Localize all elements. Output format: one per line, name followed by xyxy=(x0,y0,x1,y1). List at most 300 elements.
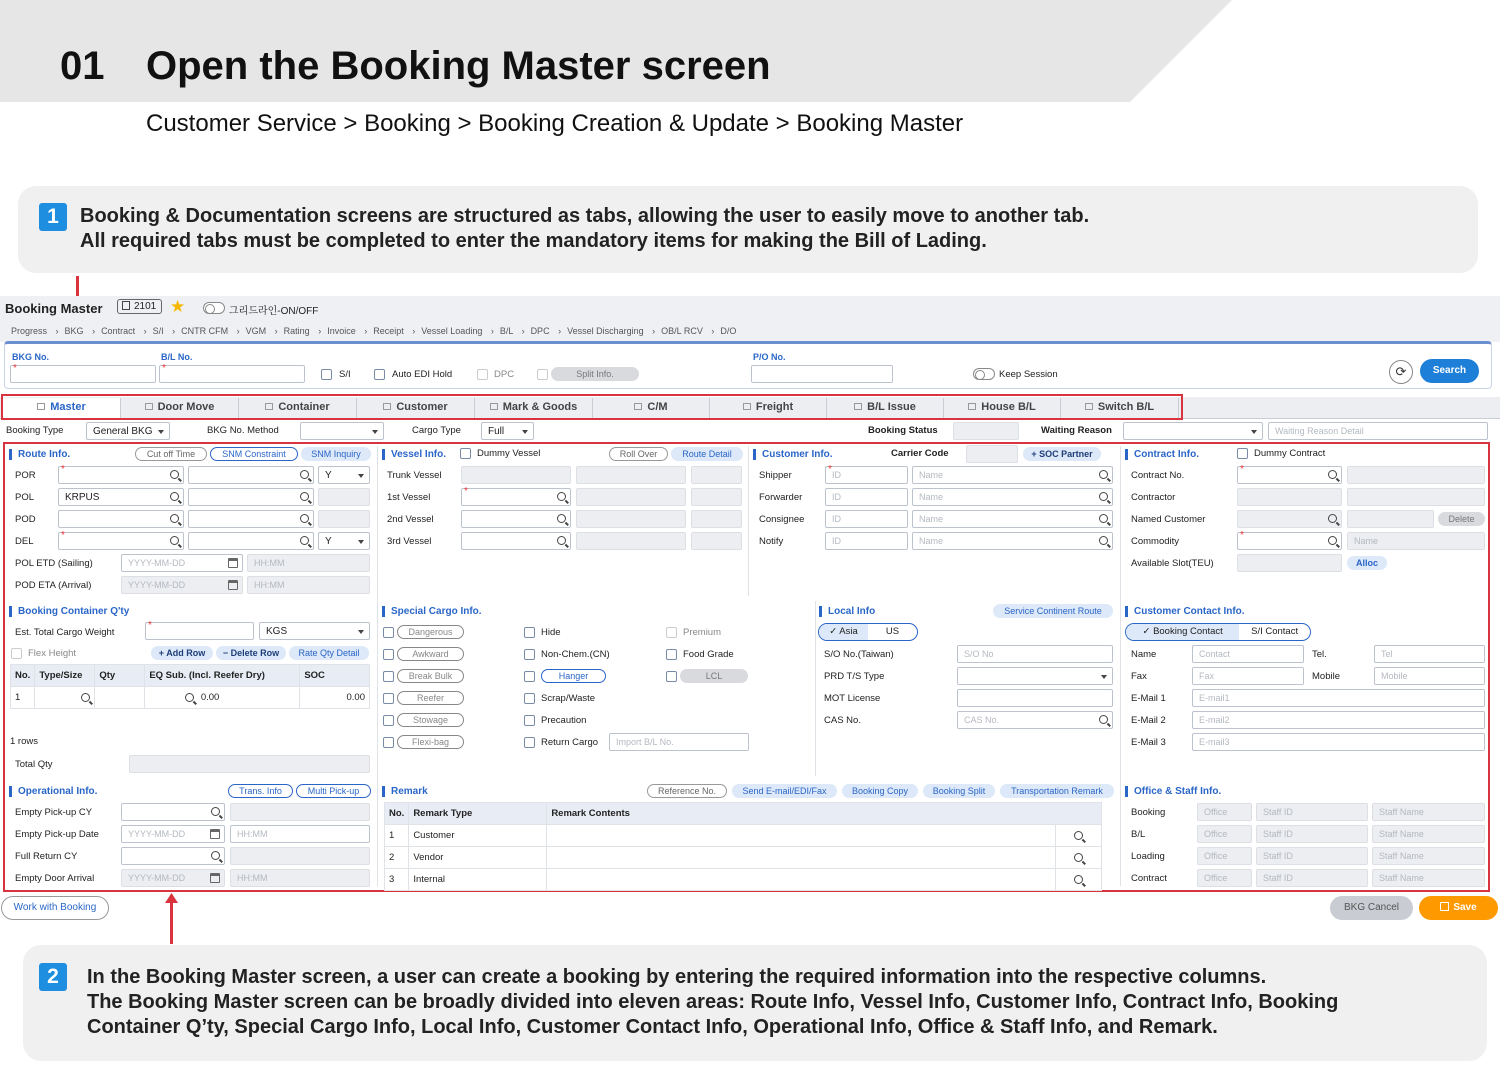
dummy-vessel-label: Dummy Vessel xyxy=(477,448,541,459)
trunk-vessel-extra xyxy=(691,466,742,484)
multi-pickup-button[interactable]: Multi Pick-up xyxy=(296,784,371,798)
pol-extra xyxy=(318,488,370,506)
asia-option[interactable]: ✓ Asia xyxy=(819,624,868,640)
remark-type: Customer xyxy=(409,825,547,847)
so-no-input[interactable]: S/O No xyxy=(957,645,1113,663)
pol-etd-date[interactable]: YYYY-MM-DD xyxy=(121,554,243,572)
reefer-button[interactable]: Reefer xyxy=(397,691,464,705)
food-grade-label: Food Grade xyxy=(683,649,734,660)
stowage-checkbox[interactable] xyxy=(383,715,394,726)
remark-type: Internal xyxy=(409,869,547,891)
search-icon xyxy=(170,536,179,545)
count-badge xyxy=(117,299,162,314)
dpc-checkbox[interactable] xyxy=(477,369,488,380)
search-icon xyxy=(170,470,179,479)
search-icon xyxy=(81,693,90,702)
notify-name-input[interactable]: Name xyxy=(912,532,1113,550)
pol-label: POL xyxy=(15,492,35,503)
bkg-no-label: BKG No. xyxy=(12,352,49,362)
search-icon xyxy=(557,536,566,545)
del-yard-select[interactable]: Y xyxy=(318,532,370,550)
por-node-input[interactable] xyxy=(188,466,314,484)
tabs-highlight xyxy=(1,394,1183,420)
office-booking-office[interactable]: Office xyxy=(1197,803,1252,821)
hanger-checkbox[interactable] xyxy=(524,671,535,682)
contractor-id xyxy=(1237,488,1342,506)
third-vessel-label: 3rd Vessel xyxy=(387,536,432,547)
row-count: 1 rows xyxy=(10,736,38,747)
office-booking-staffname[interactable]: Staff Name xyxy=(1372,803,1485,821)
hanger-button[interactable]: Hanger xyxy=(541,669,606,683)
search-icon xyxy=(1099,514,1108,523)
booking-type-select[interactable]: General BKG xyxy=(86,422,170,440)
search-icon xyxy=(185,693,194,702)
return-cargo-checkbox[interactable] xyxy=(524,737,535,748)
chevron-down-icon xyxy=(358,540,364,544)
dangerous-button[interactable]: Dangerous xyxy=(397,625,464,639)
eq-sub-cell[interactable]: 0.00 xyxy=(145,687,300,709)
lcl-checkbox[interactable] xyxy=(666,671,677,682)
pod-eta-date[interactable]: YYYY-MM-DD xyxy=(121,576,243,594)
si-checkbox[interactable] xyxy=(321,369,332,380)
progress-step[interactable]: DPC xyxy=(530,326,550,336)
named-customer-label: Named Customer xyxy=(1131,514,1206,525)
progress-step[interactable]: BKG xyxy=(64,326,84,336)
first-vessel-name xyxy=(576,488,686,506)
alloc-button[interactable]: Alloc xyxy=(1347,556,1387,570)
bkg-method-label: BKG No. Method xyxy=(207,425,279,436)
progress-step[interactable]: VGM xyxy=(245,326,267,336)
progress-step[interactable]: CNTR CFM xyxy=(181,326,229,336)
vessel-info-title: Vessel Info. xyxy=(382,449,446,460)
progress-step[interactable]: Vessel Loading xyxy=(421,326,483,336)
progress-step[interactable]: Contract xyxy=(101,326,136,336)
pod-label: POD xyxy=(15,514,36,525)
return-cy-input[interactable] xyxy=(121,847,225,865)
food-grade-checkbox[interactable] xyxy=(666,649,677,660)
so-no-label: S/O No.(Taiwan) xyxy=(824,649,894,660)
progress-bar: Progress › BKG › Contract › S/I › CNTR CFM › VGM › Rating › Invoice › Receipt › Vessel Loading › B/L › DPC › Vessel Discharging › OB/L RCV › D/O xyxy=(11,326,737,336)
precaution-checkbox[interactable] xyxy=(524,715,535,726)
office-loading-staffname[interactable]: Staff Name xyxy=(1372,847,1485,865)
contract-no-input[interactable]: * xyxy=(1237,466,1342,484)
consignee-name-input[interactable]: Name xyxy=(912,510,1113,528)
por-yard-select[interactable]: Y xyxy=(318,466,370,484)
chevron-down-icon xyxy=(372,430,378,434)
carrier-code-input xyxy=(966,445,1018,463)
col-eq-sub: EQ Sub. (Incl. Reefer Dry) xyxy=(145,665,300,687)
waiting-reason-select[interactable] xyxy=(1123,422,1263,440)
roll-over-button[interactable]: Roll Over xyxy=(609,447,668,461)
contract-no-extra xyxy=(1347,466,1485,484)
booking-container-title: Booking Container Q'ty xyxy=(9,606,129,617)
calendar-icon xyxy=(210,873,220,883)
email3-input[interactable]: E-mail3 xyxy=(1192,733,1485,751)
search-icon xyxy=(211,807,220,816)
email1-label: E-Mail 1 xyxy=(1131,693,1166,704)
tel-input[interactable]: Tel xyxy=(1374,645,1485,663)
row-no: 1 xyxy=(11,687,35,709)
email3-label: E-Mail 3 xyxy=(1131,737,1166,748)
del-node-input[interactable] xyxy=(188,532,314,550)
forwarder-name-input[interactable]: Name xyxy=(912,488,1113,506)
chevron-down-icon xyxy=(1101,675,1107,679)
contact-name-input[interactable]: Contact xyxy=(1192,645,1304,663)
remark-contents[interactable] xyxy=(547,825,1056,847)
progress-step[interactable]: Invoice xyxy=(327,326,356,336)
chevron-down-icon xyxy=(358,474,364,478)
callout-1-line2: All required tabs must be completed to enter the mandatory items for making the Bill of Lading. xyxy=(80,230,987,252)
snm-constraint-button[interactable]: SNM Constraint xyxy=(210,447,298,461)
shipper-name-input[interactable]: Name xyxy=(912,466,1113,484)
pickup-cy-extra xyxy=(230,803,370,821)
mobile-label: Mobile xyxy=(1312,671,1340,682)
office-contract-staffname[interactable]: Staff Name xyxy=(1372,869,1485,887)
weight-unit-select[interactable]: KGS xyxy=(259,622,370,640)
table-row[interactable] xyxy=(11,687,370,709)
progress-step[interactable]: B/L xyxy=(499,326,514,336)
forwarder-id-input[interactable]: ID xyxy=(825,488,908,506)
chevron-down-icon xyxy=(158,430,164,434)
bkg-method-select[interactable] xyxy=(300,422,384,440)
breakbulk-checkbox[interactable] xyxy=(383,671,394,682)
auto-edi-label: Auto EDI Hold xyxy=(392,369,453,380)
consignee-id-input[interactable]: ID xyxy=(825,510,908,528)
office-booking-label: Booking xyxy=(1131,807,1166,818)
mot-license-label: MOT License xyxy=(824,693,881,704)
total-qty-field xyxy=(129,755,370,773)
office-booking-staff[interactable]: Staff ID xyxy=(1256,803,1368,821)
soc-cell[interactable]: 0.00 xyxy=(300,687,370,709)
booking-copy-button[interactable]: Booking Copy xyxy=(842,784,918,798)
keep-session-toggle[interactable] xyxy=(973,368,995,380)
tab-master[interactable]: Master xyxy=(3,398,121,418)
table-row[interactable] xyxy=(385,869,1102,891)
add-row-button[interactable]: + Add Row xyxy=(151,646,213,660)
first-vessel-extra xyxy=(691,488,742,506)
second-vessel-label: 2nd Vessel xyxy=(387,514,434,525)
pol-etd-time[interactable]: HH:MM xyxy=(247,554,370,572)
office-loading-label: Loading xyxy=(1131,851,1165,862)
nonchem-checkbox[interactable] xyxy=(524,649,535,660)
pickup-cy-label: Empty Pick-up CY xyxy=(15,807,93,818)
premium-checkbox[interactable] xyxy=(666,627,677,638)
bkg-no-input[interactable]: * xyxy=(10,365,156,383)
progress-step[interactable]: Receipt xyxy=(373,326,404,336)
remark-contents[interactable] xyxy=(547,869,1056,891)
pod-eta-label: POD ETA (Arrival) xyxy=(15,580,92,591)
del-label: DEL xyxy=(15,536,34,547)
progress-step[interactable]: Rating xyxy=(283,326,310,336)
office-contract-staff[interactable]: Staff ID xyxy=(1256,869,1368,887)
tab-mark-goods[interactable]: Mark & Goods xyxy=(475,398,593,418)
chevron-down-icon xyxy=(1251,430,1257,434)
cargo-weight-input[interactable]: * xyxy=(145,622,254,640)
por-label: POR xyxy=(15,470,36,481)
dummy-contract-label: Dummy Contract xyxy=(1254,448,1326,459)
col-qty: Qty xyxy=(95,665,145,687)
split-info-button[interactable]: Split Info. xyxy=(551,367,639,381)
save-button[interactable]: Save xyxy=(1419,896,1498,920)
dpc-label: DPC xyxy=(494,369,515,380)
type-size-cell[interactable] xyxy=(35,687,95,709)
hide-label: Hide xyxy=(541,627,561,638)
operational-info-title: Operational Info. xyxy=(9,786,97,797)
route-info-title: Route Info. xyxy=(9,449,70,460)
si-contact-option[interactable]: S/I Contact xyxy=(1251,626,1299,637)
booking-contact-option[interactable]: ✓ Booking Contact xyxy=(1126,624,1239,640)
search-icon xyxy=(300,470,309,479)
work-with-booking-button[interactable]: Work with Booking xyxy=(1,896,109,920)
remark-contents[interactable] xyxy=(547,847,1056,869)
waiting-reason-label: Waiting Reason xyxy=(1041,425,1112,436)
cutoff-time-button[interactable]: Cut off Time xyxy=(135,447,207,461)
copy-icon xyxy=(122,301,130,310)
callout-1-badge: 1 xyxy=(39,203,67,231)
us-option[interactable]: US xyxy=(885,626,900,637)
pod-eta-time[interactable]: HH:MM xyxy=(247,576,370,594)
row-no: 3 xyxy=(385,869,409,891)
waiting-reason-detail[interactable]: Waiting Reason Detail xyxy=(1268,422,1488,440)
second-vessel-input[interactable] xyxy=(461,510,571,528)
commodity-label: Commodity xyxy=(1131,536,1180,547)
dummy-vessel-checkbox[interactable] xyxy=(460,448,471,459)
trunk-vessel-label: Trunk Vessel xyxy=(387,470,442,481)
pol-etd-label: POL ETD (Sailing) xyxy=(15,558,93,569)
booking-master-screen xyxy=(0,296,1500,926)
chevron-down-icon xyxy=(522,430,528,434)
search-icon xyxy=(1099,470,1108,479)
remark-search[interactable] xyxy=(1056,847,1102,869)
row-no: 2 xyxy=(385,847,409,869)
booking-status-field xyxy=(953,422,1019,440)
office-contract-office[interactable]: Office xyxy=(1197,869,1252,887)
carrier-code-label: Carrier Code xyxy=(891,448,949,459)
search-icon xyxy=(1328,470,1337,479)
col-no: No. xyxy=(385,803,409,825)
pickup-date-input[interactable]: YYYY-MM-DD xyxy=(121,825,225,843)
keep-session-label: Keep Session xyxy=(999,369,1058,380)
tab-house-bl[interactable]: House B/L xyxy=(944,398,1061,418)
rate-qty-detail-button[interactable]: Rate Qty Detail xyxy=(289,646,369,660)
forwarder-label: Forwarder xyxy=(759,492,803,503)
progress-step[interactable]: OB/L RCV xyxy=(661,326,703,336)
progress-step: Progress xyxy=(11,326,48,336)
col-type-size: Type/Size xyxy=(35,665,95,687)
table-row[interactable] xyxy=(385,825,1102,847)
snm-inquiry-button[interactable]: SNM Inquiry xyxy=(301,447,371,461)
bl-no-label: B/L No. xyxy=(161,352,193,362)
third-vessel-input[interactable] xyxy=(461,532,571,550)
pickup-cy-input[interactable] xyxy=(121,803,225,821)
tab-switch-bl[interactable]: Switch B/L xyxy=(1061,398,1179,418)
delete-row-button[interactable]: − Delete Row xyxy=(216,646,286,660)
door-arrival-time[interactable]: HH:MM xyxy=(230,869,370,887)
reference-no-button[interactable]: Reference No. xyxy=(647,784,727,798)
search-icon xyxy=(1328,536,1337,545)
import-bl-input[interactable]: Import B/L No. xyxy=(609,733,749,751)
reefer-checkbox[interactable] xyxy=(383,693,394,704)
booking-split-button[interactable]: Booking Split xyxy=(923,784,995,798)
pod-input[interactable] xyxy=(58,510,184,528)
progress-step[interactable]: D/O xyxy=(720,326,737,336)
send-email-button[interactable]: Send E-mail/EDI/Fax xyxy=(732,784,837,798)
delete-customer-button[interactable]: Delete xyxy=(1438,512,1485,526)
notify-id-input[interactable]: ID xyxy=(825,532,908,550)
bl-no-input[interactable]: * xyxy=(159,365,305,383)
search-icon xyxy=(1074,875,1083,884)
awkward-button[interactable]: Awkward xyxy=(397,647,464,661)
pickup-date-label: Empty Pick-up Date xyxy=(15,829,99,840)
service-continent-button[interactable]: Service Continent Route xyxy=(993,604,1113,618)
office-staff-title: Office & Staff Info. xyxy=(1125,786,1221,797)
return-cargo-label: Return Cargo xyxy=(541,737,599,748)
shipper-id-input[interactable]: * ID xyxy=(825,466,908,484)
cas-no-input[interactable]: CAS No. xyxy=(957,711,1113,729)
trans-info-button[interactable]: Trans. Info xyxy=(228,784,293,798)
named-customer-input[interactable] xyxy=(1237,510,1342,528)
search-icon xyxy=(1328,514,1337,523)
search-icon xyxy=(1099,715,1108,724)
save-icon xyxy=(1440,902,1449,911)
split-checkbox[interactable] xyxy=(537,369,548,380)
contractor-name xyxy=(1347,488,1485,506)
check-icon: ✓ xyxy=(829,626,840,637)
door-arrival-label: Empty Door Arrival xyxy=(15,873,95,884)
search-button[interactable]: Search xyxy=(1420,359,1479,383)
notify-label: Notify xyxy=(759,536,784,547)
awkward-checkbox[interactable] xyxy=(383,649,394,660)
mobile-input[interactable]: Mobile xyxy=(1374,667,1485,685)
breakbulk-button[interactable]: Break Bulk xyxy=(397,669,464,683)
callout-2-line1: In the Booking Master screen, a user can create a booking by entering the required information into the respective columns. xyxy=(87,966,1267,988)
office-bl-label: B/L xyxy=(1131,829,1146,840)
progress-step[interactable]: Vessel Discharging xyxy=(567,326,644,336)
booking-type-label: Booking Type xyxy=(6,425,64,436)
stowage-button[interactable]: Stowage xyxy=(397,713,464,727)
arrow-to-areas xyxy=(170,902,173,944)
tab-freight[interactable]: Freight xyxy=(710,398,827,418)
chevron-down-icon xyxy=(358,630,364,634)
search-icon xyxy=(1074,853,1083,862)
premium-label: Premium xyxy=(683,627,722,638)
booking-status-label: Booking Status xyxy=(868,425,938,436)
refresh-icon[interactable]: ⟳ xyxy=(1389,360,1413,384)
return-cy-extra xyxy=(230,847,370,865)
named-customer-name xyxy=(1347,510,1434,528)
office-bl-office[interactable]: Office xyxy=(1197,825,1252,843)
fax-label: Fax xyxy=(1131,671,1147,682)
po-no-label: P/O No. xyxy=(753,352,786,362)
office-loading-office[interactable]: Office xyxy=(1197,847,1252,865)
flex-height-checkbox[interactable] xyxy=(11,648,22,659)
third-vessel-name xyxy=(576,532,686,550)
breadcrumb: Customer Service > Booking > Booking Creation & Update > Booking Master xyxy=(146,110,964,137)
tab-cm[interactable]: C/M xyxy=(593,398,710,418)
search-icon xyxy=(211,851,220,860)
tab-customer[interactable]: Customer xyxy=(357,398,475,418)
prd-ts-select[interactable] xyxy=(957,667,1113,685)
office-bl-staffname[interactable]: Staff Name xyxy=(1372,825,1485,843)
search-icon xyxy=(557,492,566,501)
callout-2-line2: The Booking Master screen can be broadly divided into eleven areas: Route Info, Vessel Info, Customer Info, Contract Info, Booking xyxy=(87,991,1339,1013)
cargo-type-select[interactable]: Full xyxy=(481,422,534,440)
qty-cell[interactable] xyxy=(95,687,145,709)
remark-search[interactable] xyxy=(1056,869,1102,891)
remark-search[interactable] xyxy=(1056,825,1102,847)
door-arrival-date[interactable]: YYYY-MM-DD xyxy=(121,869,225,887)
bkg-cancel-button[interactable]: BKG Cancel xyxy=(1330,896,1413,920)
cargo-weight-label: Est. Total Cargo Weight xyxy=(15,627,115,638)
check-icon: ✓ xyxy=(1142,626,1154,637)
first-vessel-input[interactable]: * xyxy=(461,488,571,506)
scrap-checkbox[interactable] xyxy=(524,693,535,704)
dummy-contract-checkbox[interactable] xyxy=(1237,448,1248,459)
customer-info-title: Customer Info. xyxy=(753,449,833,460)
tab-bl-issue[interactable]: B/L Issue xyxy=(827,398,944,418)
table-row[interactable] xyxy=(385,847,1102,869)
soc-partner-button[interactable]: + SOC Partner xyxy=(1023,447,1101,461)
progress-step[interactable]: S/I xyxy=(152,326,164,336)
del-input[interactable]: * xyxy=(58,532,184,550)
fax-input[interactable]: Fax xyxy=(1192,667,1304,685)
trunk-vessel-name xyxy=(576,466,686,484)
route-detail-button[interactable]: Route Detail xyxy=(671,447,743,461)
special-cargo-title: Special Cargo Info. xyxy=(382,606,482,617)
remark-type: Vendor xyxy=(409,847,547,869)
nonchem-label: Non-Chem.(CN) xyxy=(541,649,610,660)
email1-input[interactable]: E-mail1 xyxy=(1192,689,1485,707)
col-remark-type: Remark Type xyxy=(409,803,547,825)
email2-label: E-Mail 2 xyxy=(1131,715,1166,726)
tab-container[interactable]: Container xyxy=(239,398,357,418)
po-no-input[interactable] xyxy=(751,365,893,383)
office-bl-staff[interactable]: Staff ID xyxy=(1256,825,1368,843)
pol-input[interactable]: KRPUS xyxy=(58,488,184,506)
gridline-toggle[interactable] xyxy=(203,302,225,314)
col-remark-contents: Remark Contents xyxy=(547,803,1102,825)
pol-node-input[interactable] xyxy=(188,488,314,506)
contact-type-segmented[interactable] xyxy=(1125,623,1311,641)
office-loading-staff[interactable]: Staff ID xyxy=(1256,847,1368,865)
commodity-input[interactable]: * xyxy=(1237,532,1342,550)
email2-input[interactable]: E-mail2 xyxy=(1192,711,1485,729)
flexibag-checkbox[interactable] xyxy=(383,737,394,748)
step-number: 01 xyxy=(60,44,105,88)
hide-checkbox[interactable] xyxy=(524,627,535,638)
callout-2-badge: 2 xyxy=(39,963,67,991)
gridline-toggle-label: 그리드라인-ON/OFF xyxy=(229,306,319,317)
local-info-title: Local Info xyxy=(819,606,875,617)
flex-height-label: Flex Height xyxy=(28,648,77,659)
lcl-button[interactable]: LCL xyxy=(680,669,748,683)
dangerous-checkbox[interactable] xyxy=(383,627,394,638)
favorite-star-icon[interactable]: ★ xyxy=(170,297,186,316)
por-input[interactable]: * xyxy=(58,466,184,484)
region-segmented[interactable] xyxy=(818,623,918,641)
remark-table xyxy=(384,802,1102,891)
transportation-remark-button[interactable]: Transportation Remark xyxy=(1000,784,1114,798)
flexibag-button[interactable]: Flexi-bag xyxy=(397,735,464,749)
cargo-type-label: Cargo Type xyxy=(412,425,461,436)
pickup-time-input[interactable]: HH:MM xyxy=(230,825,370,843)
pod-node-input[interactable] xyxy=(188,510,314,528)
auto-edi-checkbox[interactable] xyxy=(374,369,385,380)
tab-door-move[interactable]: Door Move xyxy=(121,398,239,418)
callout-1-line1: Booking & Documentation screens are structured as tabs, allowing the user to easily move to another tab. xyxy=(80,205,1090,227)
available-slot-field xyxy=(1237,554,1342,572)
mot-license-input[interactable] xyxy=(957,689,1113,707)
